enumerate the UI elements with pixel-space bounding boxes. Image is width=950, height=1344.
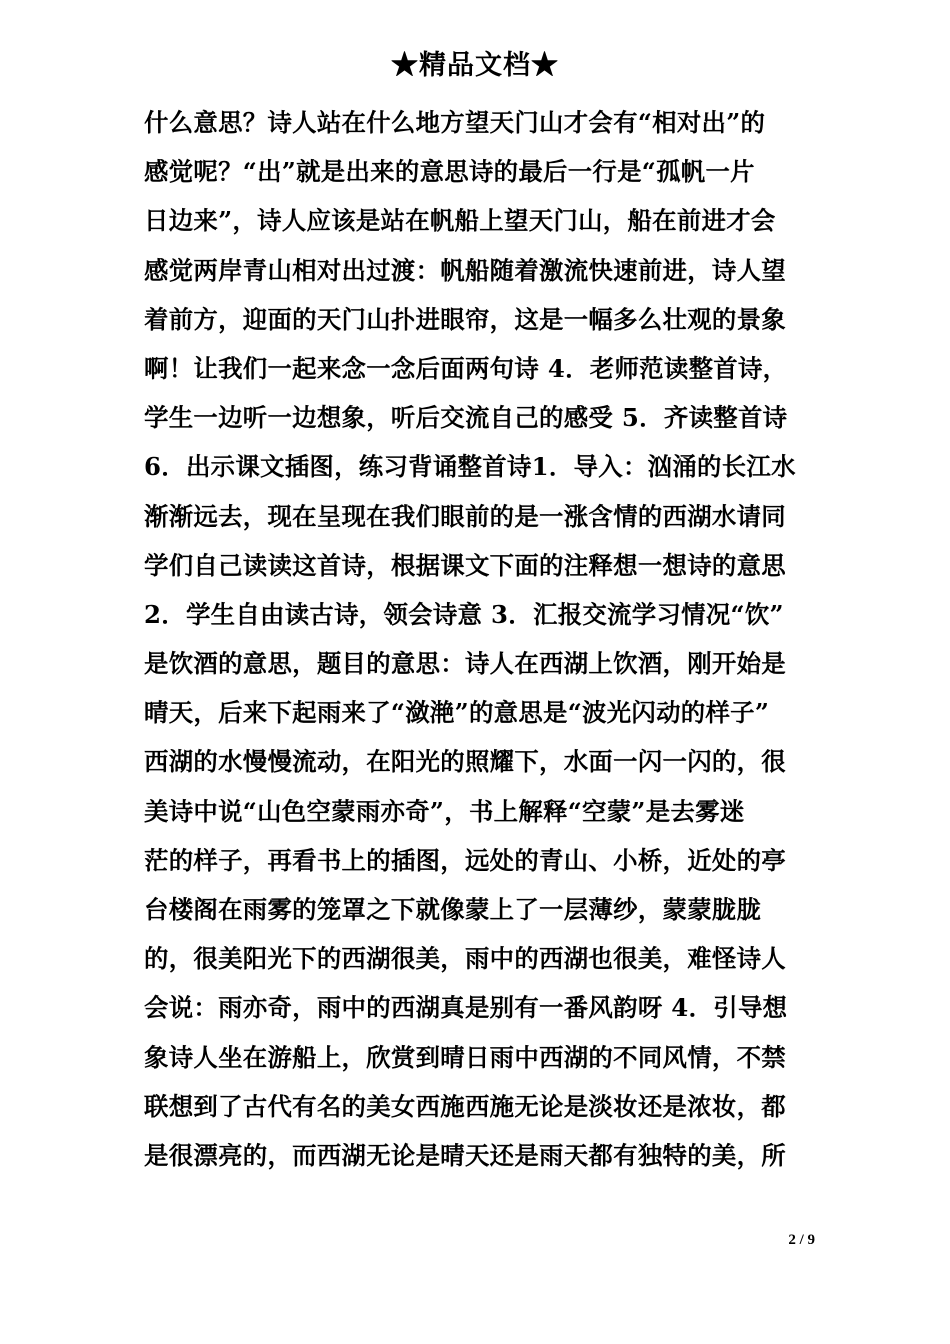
text-line: 是饮酒的意思，题目的意思：诗人在西湖上饮酒，刚开始是	[144, 649, 786, 679]
text-line: 是很漂亮的，而西湖无论是晴天还是雨天都有独特的美，所	[144, 1140, 786, 1170]
text-line: 象诗人坐在游船上，欣赏到晴日雨中西湖的不同风情，不禁	[144, 1042, 786, 1072]
text-line: 什么意思？诗人站在什么地方望天门山才会有“相对出”的	[144, 108, 766, 137]
text-line: 联想到了古代有名的美女西施西施无论是淡妆还是浓妆，都	[144, 1091, 786, 1121]
text-line: 的，很美阳光下的西湖很美，雨中的西湖也很美，难怪诗人	[144, 944, 786, 974]
page-header-title: ★精品文档★	[391, 50, 559, 81]
text-line: 2．学生自由读古诗，领会诗意 3．汇报交流学习情况“饮”	[144, 599, 784, 629]
text-line: 日边来”，诗人应该是站在帆船上望天门山，船在前进才会	[144, 206, 776, 236]
text-line: 着前方，迎面的天门山扑进眼帘，这是一幅多么壮观的景象	[144, 304, 786, 334]
text-line: 学生一边听一边想象，听后交流自己的感受 5．齐读整首诗	[144, 403, 788, 433]
body-text	[144, 98, 824, 1180]
text-line: 会说：雨亦奇，雨中的西湖真是别有一番风韵呀 4．引导想	[144, 993, 788, 1023]
text-line: 茫的样子，再看书上的插图，远处的青山、小桥，近处的亭	[144, 845, 786, 875]
text-line: 渐渐远去，现在呈现在我们眼前的是一涨含情的西湖水请同	[144, 501, 786, 531]
text-line: 晴天，后来下起雨来了“潋滟”的意思是“波光闪动的样子”	[144, 698, 770, 728]
text-line: 美诗中说“山色空蒙雨亦奇”，书上解释“空蒙”是去雾迷	[144, 796, 745, 826]
page-number: 2 / 9	[788, 1232, 815, 1248]
text-line: 学们自己读读这首诗，根据课文下面的注释想一想诗的意思	[144, 550, 786, 580]
text-line: 感觉两岸青山相对出过渡：帆船随着激流快速前进，诗人望	[144, 255, 786, 285]
text-line: 台楼阁在雨雾的笼罩之下就像蒙上了一层薄纱，蒙蒙胧胧	[144, 895, 762, 924]
text-line: 西湖的水慢慢流动，在阳光的照耀下，水面一闪一闪的，很	[144, 747, 786, 777]
text-line: 啊！让我们一起来念一念后面两句诗 4．老师范读整首诗，	[144, 353, 788, 383]
text-line: 感觉呢？“出”就是出来的意思诗的最后一行是“孤帆一片	[144, 157, 755, 187]
text-line: 6．出示课文插图，练习背诵整首诗1．导入：汹涌的长江水	[144, 452, 796, 482]
